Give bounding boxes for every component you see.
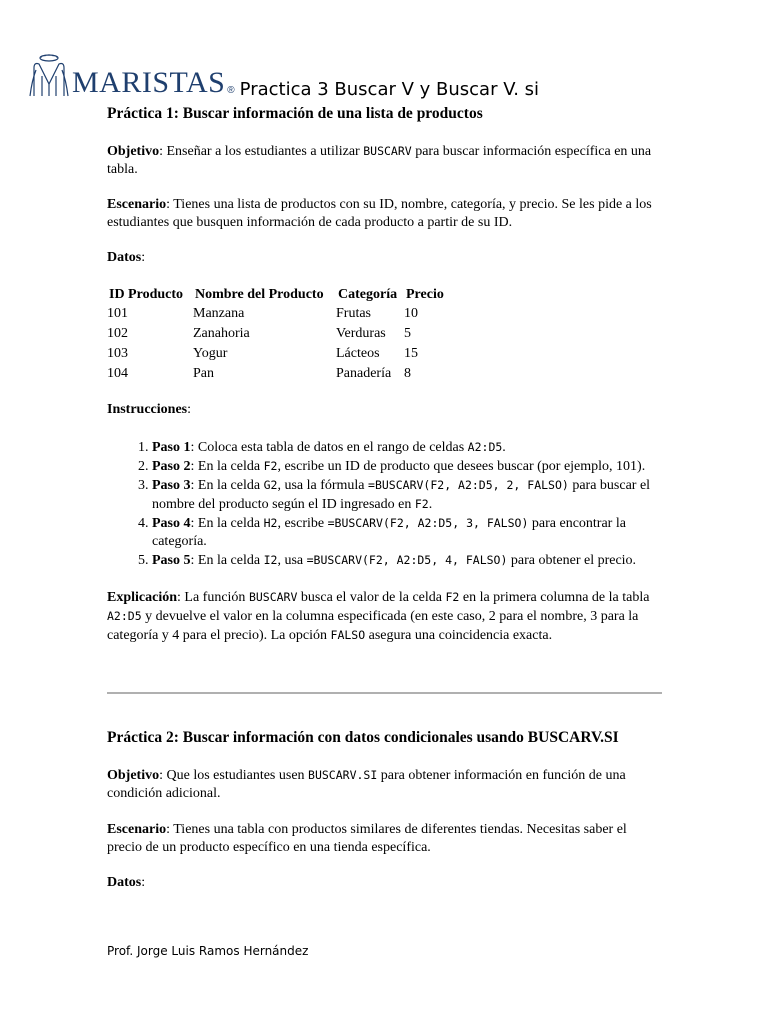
cell-precio: 8 xyxy=(404,366,411,381)
practica1-escenario xyxy=(107,196,662,232)
explicacion-text: en la primera columna de la tabla xyxy=(459,590,650,605)
step-text: para obtener el precio. xyxy=(507,553,637,568)
cell-nombre: Pan xyxy=(193,366,214,381)
step-code: I2 xyxy=(263,553,278,567)
practica1-explicacion xyxy=(107,588,662,645)
objetivo-text-end: para buscar información específica en una tabla. xyxy=(107,144,652,177)
step-label: Paso 5 xyxy=(152,553,191,568)
explicacion-code: FALSO xyxy=(330,628,366,642)
code-buscarv: BUSCARV xyxy=(363,144,412,158)
table-row xyxy=(107,344,446,364)
registered-mark: ® xyxy=(227,85,235,96)
explicacion-code: F2 xyxy=(445,590,460,604)
step-code: F2 xyxy=(263,459,278,473)
explicacion-label: Explicación xyxy=(107,590,178,605)
explicacion-text: asegura una coincidencia exacta. xyxy=(365,628,553,643)
step-label: Paso 4 xyxy=(152,516,191,531)
step-text: : En la celda xyxy=(190,459,264,474)
explicacion-text: : La función xyxy=(177,590,249,605)
section-divider xyxy=(107,692,662,694)
instrucciones-label: Instrucciones xyxy=(107,402,188,417)
list-item xyxy=(152,476,662,514)
brand-name: MARISTAS xyxy=(72,66,226,99)
escenario-text: : Tienes una lista de productos con su ID, nombre, categoría, y precio. Se les pide a los estudiantes que busquen información de cada producto a partir de su ID. xyxy=(107,197,652,230)
cell-categoria: Verduras xyxy=(336,326,386,341)
step-formula: =BUSCARV(F2, A2:D5, 4, FALSO) xyxy=(306,553,508,567)
cell-nombre: Zanahoria xyxy=(193,326,250,341)
step-text: : En la celda xyxy=(190,553,264,568)
step-code: F2 xyxy=(414,497,429,511)
step-text: : En la celda xyxy=(190,516,264,531)
explicacion-text: busca el valor de la celda xyxy=(297,590,446,605)
productos-table xyxy=(107,285,446,384)
list-item xyxy=(152,457,662,476)
step-code: A2:D5 xyxy=(467,440,503,454)
objetivo-label: Objetivo xyxy=(107,768,160,783)
col-id-producto: ID Producto xyxy=(109,287,184,302)
objetivo-text-end: para obtener información en función de una condición adicional. xyxy=(107,768,626,801)
table-row xyxy=(107,324,446,344)
practica2-escenario xyxy=(107,821,662,857)
step-label: Paso 3 xyxy=(152,478,191,493)
document-header xyxy=(28,50,539,100)
instrucciones-colon: : xyxy=(187,402,192,417)
step-text: . xyxy=(428,497,433,512)
cell-precio: 10 xyxy=(404,306,418,321)
objetivo-text: : Que los estudiantes usen xyxy=(159,768,309,783)
step-text: para encontrar la categoría. xyxy=(152,516,626,549)
datos-colon: : xyxy=(141,875,146,890)
practica2-heading: Práctica 2: Buscar información con datos condicionales usando BUSCARV.SI xyxy=(107,729,619,746)
col-categoria: Categoría xyxy=(338,287,398,302)
step-text: , escribe un ID de producto que desees buscar (por ejemplo, 101). xyxy=(277,459,646,474)
practica1-datos xyxy=(107,249,662,267)
code-buscarv-si: BUSCARV.SI xyxy=(308,768,378,782)
step-code: H2 xyxy=(263,516,278,530)
objetivo-text: : Enseñar a los estudiantes a utilizar xyxy=(159,144,364,159)
cell-nombre: Manzana xyxy=(193,306,245,321)
cell-categoria: Lácteos xyxy=(336,346,380,361)
cell-precio: 15 xyxy=(404,346,418,361)
escenario-label: Escenario xyxy=(107,197,167,212)
step-text: para buscar el nombre del producto según el ID ingresado en xyxy=(152,478,651,512)
page-footer: Prof. Jorge Luis Ramos Hernández xyxy=(107,944,309,958)
instrucciones-list xyxy=(107,438,662,570)
step-label: Paso 1 xyxy=(152,440,191,455)
table-row xyxy=(107,364,446,384)
list-item xyxy=(152,551,662,570)
cell-id: 101 xyxy=(107,306,128,321)
cell-nombre: Yogur xyxy=(193,346,228,361)
step-text: : Coloca esta tabla de datos en el rango de celdas xyxy=(190,440,468,455)
step-formula: =BUSCARV(F2, A2:D5, 2, FALSO) xyxy=(368,478,569,492)
escenario-text: : Tienes una tabla con productos similares de diferentes tiendas. Necesitas saber el precio de un producto específico en una tienda específica. xyxy=(107,822,627,855)
explicacion-code: BUSCARV xyxy=(248,590,298,604)
cell-id: 104 xyxy=(107,366,128,381)
practica2-objetivo xyxy=(107,766,662,803)
step-text: , escribe xyxy=(277,516,328,531)
objetivo-label: Objetivo xyxy=(107,144,160,159)
step-text: , usa la fórmula xyxy=(277,478,369,493)
col-precio: Precio xyxy=(406,287,444,302)
document-title: Practica 3 Buscar V y Buscar V. si xyxy=(239,79,540,100)
cell-categoria: Frutas xyxy=(336,306,371,321)
cell-categoria: Panadería xyxy=(336,366,392,381)
document-body xyxy=(107,104,662,645)
step-label: Paso 2 xyxy=(152,459,191,474)
practica1-heading: Práctica 1: Buscar información de una lista de productos xyxy=(107,105,483,122)
explicacion-code: A2:D5 xyxy=(107,609,142,623)
datos-label: Datos xyxy=(107,875,142,890)
maristas-logo-icon xyxy=(28,50,70,100)
col-nombre-producto: Nombre del Producto xyxy=(195,287,324,302)
practica1-instrucciones xyxy=(107,401,662,419)
cell-precio: 5 xyxy=(404,326,411,341)
explicacion-text: y devuelve el valor en la columna especificada (en este caso, 2 para el nombre, 3 para la categoría y 4 para el precio). La opción xyxy=(107,609,639,643)
table-header-row xyxy=(107,285,446,304)
practica2-section xyxy=(107,728,662,892)
cell-id: 103 xyxy=(107,346,128,361)
datos-colon: : xyxy=(141,250,146,265)
step-code: G2 xyxy=(263,478,278,492)
escenario-label: Escenario xyxy=(107,822,167,837)
step-text: . xyxy=(502,440,506,455)
step-text: : En la celda xyxy=(190,478,264,493)
step-formula: =BUSCARV(F2, A2:D5, 3, FALSO) xyxy=(327,516,529,530)
list-item xyxy=(152,438,662,457)
datos-label: Datos xyxy=(107,250,142,265)
practica2-datos xyxy=(107,874,662,892)
table-row xyxy=(107,304,446,324)
cell-id: 102 xyxy=(107,326,128,341)
step-text: , usa xyxy=(277,553,307,568)
list-item xyxy=(152,514,662,551)
practica1-objetivo xyxy=(107,142,662,179)
